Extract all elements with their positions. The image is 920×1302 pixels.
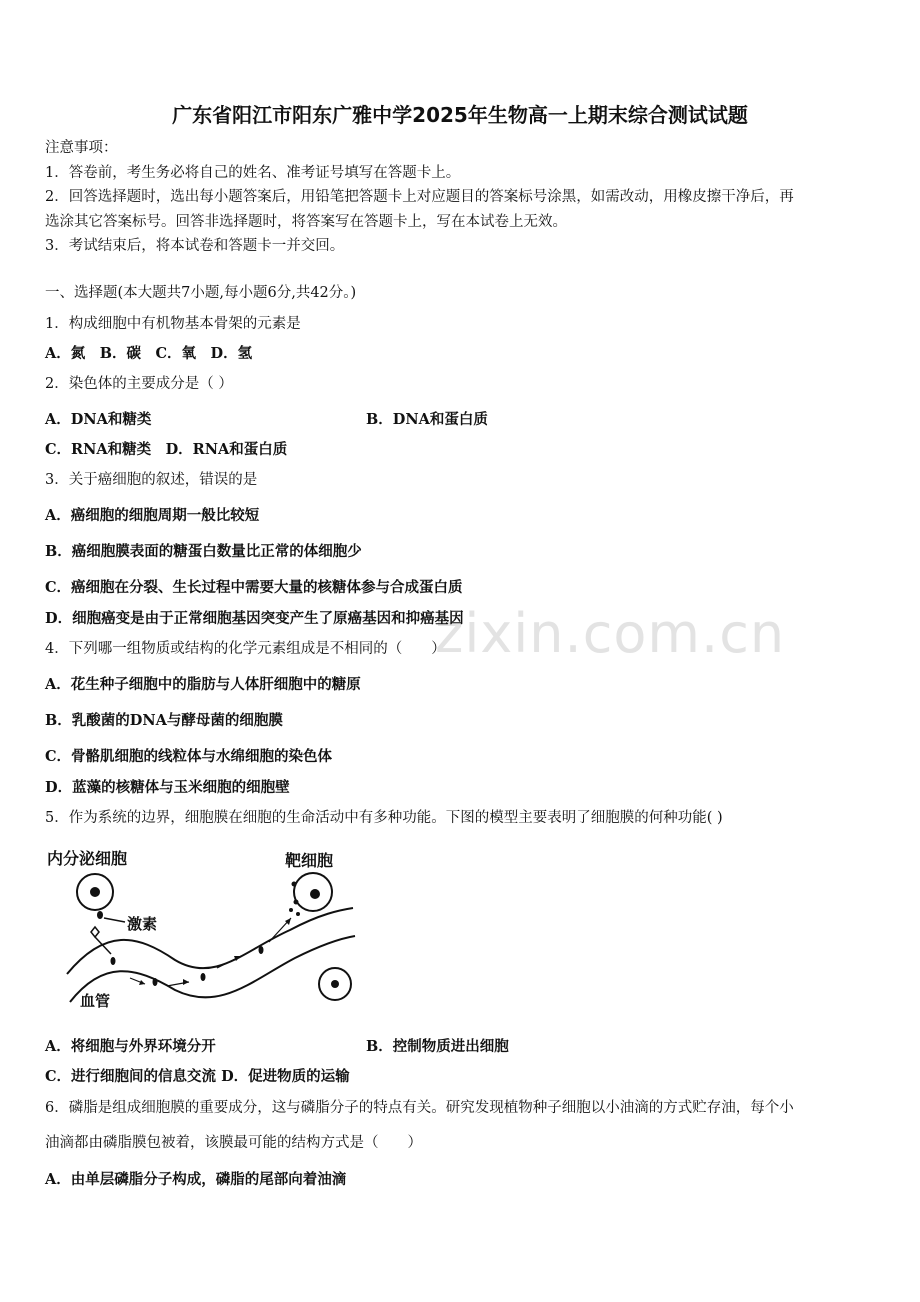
notice-item: 2．回答选择题时，选出每小题答案后，用铅笔把答题卡上对应题目的答案标号涂黑，如需改动，用橡皮擦干净后，再 [45,189,794,205]
hormone-molecule [153,978,158,986]
question-2-option-b: B．DNA和蛋白质 [366,411,488,428]
page-title: 广东省阳江市阳东广雅中学2025年生物高一上期末综合测试试题 [172,103,748,127]
question-3-option-a: A．癌细胞的细胞周期一般比较短 [45,507,260,524]
question-2-stem: 2．染色体的主要成分是（ ） [45,376,233,392]
question-5-option-b: B．控制物质进出细胞 [366,1038,509,1055]
watermark: zixin.com.cn [435,602,786,665]
question-3-option-c: C．癌细胞在分裂、生长过程中需要大量的核糖体参与合成蛋白质 [45,579,463,596]
question-1-options: A．氮 B．碳 C．氧 D．氢 [45,345,253,362]
question-4-stem: 4．下列哪一组物质或结构的化学元素组成是不相同的（ ） [45,641,446,657]
target-cell-label: 靶细胞 [285,851,334,870]
blood-vessel-label: 血管 [80,992,111,1010]
section-heading: 一、选择题(本大题共7小题,每小题6分,共42分。) [45,285,357,301]
notice-item: 1．答卷前，考生务必将自己的姓名、准考证号填写在答题卡上。 [45,165,461,181]
hormone-molecule [111,957,116,965]
hormone-molecule [201,973,206,981]
blood-vessel-lower-wall [70,936,355,1002]
notice-item: 3．考试结束后，将本试卷和答题卡一并交回。 [45,238,345,254]
question-6-stem: 油滴都由磷脂膜包被着，该膜最可能的结构方式是（ ） [45,1135,422,1151]
question-5-stem: 5．作为系统的边界，细胞膜在细胞的生命活动中有多种功能。下图的模型主要表明了细胞膜的何种功能( ) [45,810,723,826]
question-4-option-b: B．乳酸菌的DNA与酵母菌的细胞膜 [45,712,283,729]
question-4-option-c: C．骨骼肌细胞的线粒体与水绵细胞的染色体 [45,748,333,765]
question-6-option-a: A．由单层磷脂分子构成，磷脂的尾部向着油滴 [45,1171,347,1188]
target-cell [289,873,332,916]
question-4-option-d: D．蓝藻的核糖体与玉米细胞的细胞壁 [45,779,290,796]
blood-vessel-upper-wall [67,908,353,974]
endocrine-cell-label: 内分泌细胞 [47,849,128,868]
secretion-marker [91,927,99,937]
notice-heading: 注意事项： [45,140,118,156]
question-3-option-b: B．癌细胞膜表面的糖蛋白数量比正常的体细胞少 [45,543,362,560]
question-5-option-a: A．将细胞与外界环境分开 [45,1038,216,1055]
question-3-option-d: D．细胞癌变是由于正常细胞基因突变产生了原癌基因和抑癌基因 [45,610,464,627]
hormone-molecule [97,911,103,919]
question-5-option-cd: C．进行细胞间的信息交流 D．促进物质的运输 [45,1068,350,1085]
hormone-label: 激素 [127,915,158,933]
question-4-option-a: A．花生种子细胞中的脂肪与人体肝细胞中的糖原 [45,676,361,693]
non-target-cell [319,968,351,1000]
flow-arrow [217,956,241,968]
endocrine-cell [77,874,113,910]
question-2-option-a: A．DNA和糖类 [45,411,152,428]
question-6-stem: 6．磷脂是组成细胞膜的重要成分，这与磷脂分子的特点有关。研究发现植物种子细胞以小油滴的方式贮存油，每个小 [45,1100,794,1116]
hormone-pointer-line [104,918,125,922]
question-3-stem: 3．关于癌细胞的叙述，错误的是 [45,472,258,488]
hormone-molecule [259,946,264,954]
question-2-option-cd: C．RNA和糖类 D．RNA和蛋白质 [45,441,288,458]
question-1-stem: 1．构成细胞中有机物基本骨架的元素是 [45,316,301,332]
notice-item: 选涂其它答案标号。回答非选择题时，将答案写在答题卡上，写在本试卷上无效。 [45,214,567,230]
flow-arrow [130,978,145,985]
hormone-signaling-diagram [45,842,365,1017]
flow-arrow [167,979,189,986]
